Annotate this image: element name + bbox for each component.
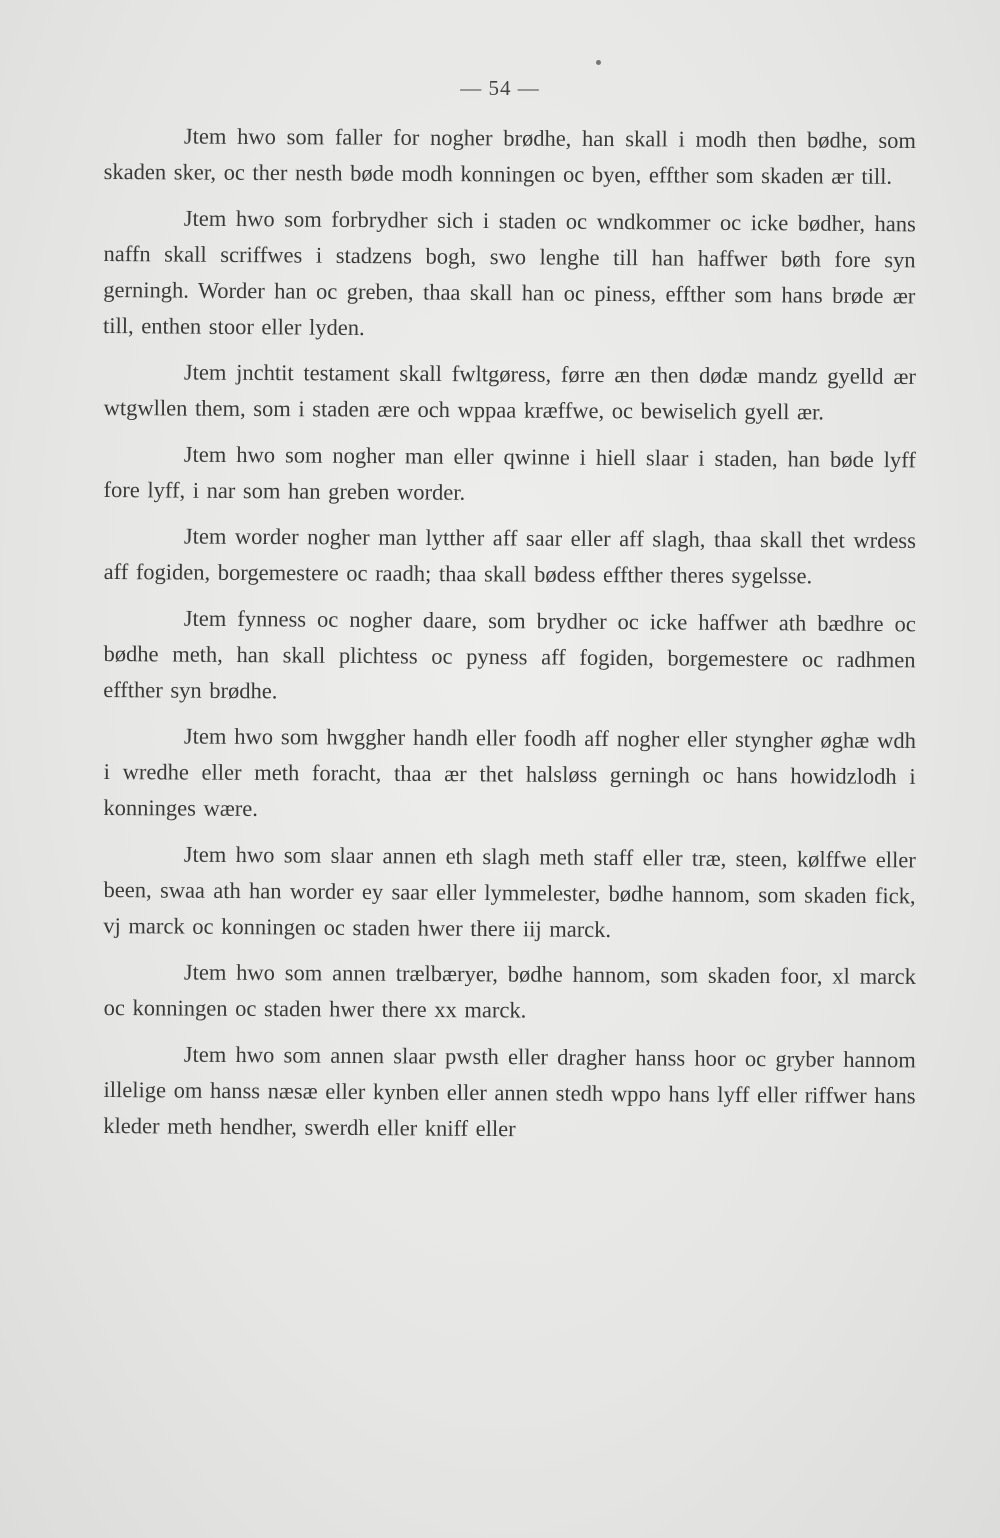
paragraph: Jtem hwo som nogher man eller qwinne i hiell slaar i staden, han bøde lyff fore lyff, i nar som han greben worder. (103, 441, 916, 505)
paragraph: Jtem fynness oc nogher daare, som brydher oc icke haffwer ath bædhre oc bødhe meth, han skall plichtess oc pyness aff fogiden, borgemestere oc radhmen effther syn brødhe. (103, 605, 916, 704)
paragraph: Jtem hwo som annen trælbæryer, bødhe hannom, som skaden foor, xl marck oc konningen oc staden hwer there xx marck. (103, 959, 916, 1023)
ink-speck (596, 60, 601, 65)
paragraph: Jtem hwo som hwggher handh eller foodh aff nogher eller styngher øghæ wdh i wredhe eller meth foracht, thaa ær thet halsløss gerningh oc hans howidzlodh i konninges wære. (103, 723, 916, 821)
paragraph: Jtem hwo som forbrydher sich i staden oc wndkommer oc icke bødher, hans naffn skall scriffwes i stadzens bogh, swo lenghe till han haffwer bøth fore syn gerningh. Worder han oc greben, thaa skall han oc piness, effther som hans brøde ær till, enthen stoor eller lyden. (102, 205, 916, 341)
paragraph: Jtem hwo som slaar annen eth slagh meth staff eller træ, steen, kølffwe eller been, swaa ath han worder ey saar eller lymmelester, bødhe hannom, som skaden fick, vj marck oc konningen oc staden hwer there iij marck. (103, 841, 916, 942)
paragraph: Jtem hwo som annen slaar pwsth eller dragher hanss hoor oc gryber hannom illelige om hanss næsæ eller kynben eller annen stedh wppo hans lyff eller riffwer hans kleder meth hendher, swerdh eller kniff eller (103, 1041, 916, 1142)
paragraph: Jtem worder nogher man lytther aff saar eller aff slagh, thaa skall thet wrdess aff fogiden, borgemestere oc raadh; thaa skall bødess effther theres sygelsse. (103, 523, 916, 589)
body-text (104, 118, 916, 1154)
paragraph: Jtem jnchtit testament skall fwltgøress, førre æn then dødæ mandz gyelld ær wtgwllen them, som i staden ære och wppaa kræffwe, oc bewiselich gyell ær. (103, 359, 916, 425)
page-number: — 54 — (460, 76, 540, 100)
paragraph: Jtem hwo som faller for nogher brødhe, han skall i modh then bødhe, som skaden sker, oc ther nesth bøde modh konningen oc byen, effther som skaden ær till. (103, 123, 916, 189)
